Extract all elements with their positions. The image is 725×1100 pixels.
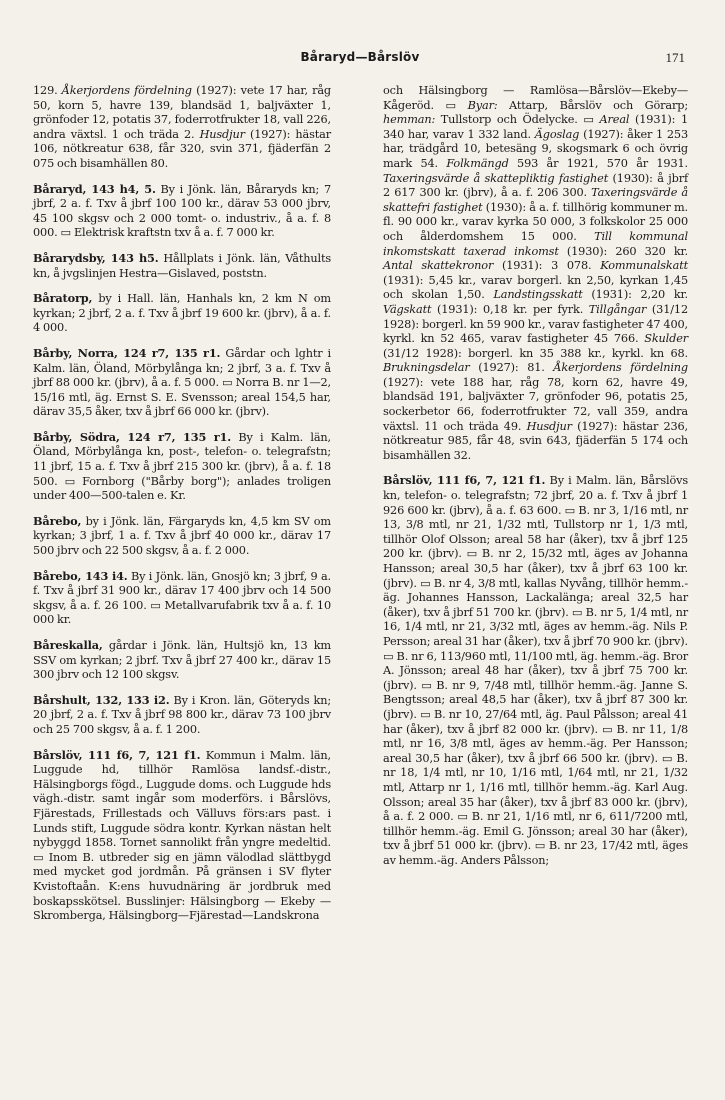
text-run: (1927): 81. [469,361,554,375]
text-run: 593 år 1921, 570 år 1931. [508,156,688,170]
entry-baraeryd [33,182,331,241]
entry-barslov-by [383,473,688,868]
text-run: Attarp, Bårslöv och Görarp; [497,98,688,112]
entry-body: Hållplats i Jönk. län, Våthults kn, å jvgslinjen Hestra—Gislaved, poststn. [33,251,331,280]
left-column [33,84,331,934]
entry-continuation-129 [33,84,331,172]
field-label: Folkmängd [446,156,509,170]
page-header [35,50,685,70]
field-label: Vägskatt [383,302,432,316]
text-run: (1930): 260 320 kr. [558,244,688,258]
text-run: (1930): å a. f. tillhörig kommuner m. fl. 90 000 kr., varav kyrka 50 000, 3 folkskolor 25 000 och ålderdomshem 15 000. [383,200,688,243]
text-run: och Hälsingborg — Ramlösa—Bårslöv—Ekeby—Kågeröd. ▭ [383,84,688,112]
entry-body: Gårdar och lghtr i Kalm. län, Öland, Mörbylånga kn; 2 jbrf, 3 a. f. Txv å jbrf 88 000 kr. (jbrv), å a. f. 5 000. ▭ Norra B. nr 1—2, 15/16 mtl, äg. Ernst S. E. Svensson; areal 154,5 har, därav 35,5 åker, txv å jbrf 66 000 kr. (jbrv). [33,346,332,419]
entry-headword: Bårshult, 132, 133 i2. [33,692,170,707]
entry-body: By i Jönk. län, Båraryds kn; 7 jbrf, 2 a. f. Txv å jbrf 100 100 kr., därav 53 000 jbrv, 45 100 skgsv och 2 000 tomt- o. industriv., å a. f. 8 000. ▭ Elektrisk kraftstn txv å a. f. 7 000 kr. [33,182,331,240]
entry-headword: Bårslöv, 111 f6, 7, 121 f1. [383,473,546,488]
entry-barebo-143 [33,569,331,628]
entry-bararydsby [33,251,331,281]
field-label: Till kommunal inkomstskatt taxerad inkomst [383,229,688,258]
entry-body: By i Jönk. län, Gnosjö kn; 3 jbrf, 9 a. f. Txv å jbrf 31 900 kr., därav 17 400 jbrv och 14 500 skgsv, å a. f. 26 100. ▭ Metallvarufabrik txv å a. f. 10 000 kr. [33,569,331,627]
field-label: Antal skattekronor [383,259,494,273]
field-label: Taxeringsvärde å skattepliktig fastighet [383,171,609,185]
entry-headword: Båraryd, 143 h4, 5. [33,181,156,196]
text-run: (31/12 1928): borgerl. kn 59 900 kr., varav fastigheter 47 400, kyrkl. kn 52 465, varav fastigheter 45 766. [383,302,688,346]
text-run: Tullstorp och Ödelycke. ▭ [435,113,600,127]
field-label: Skulder [644,332,688,346]
entry-barebo [33,514,331,559]
field-label: Areal [599,113,630,127]
text-run: (1931): 2,20 kr. [582,288,688,302]
entry-body: By i Kron. län, Göteryds kn; 20 jbrf, 2 a. f. Txv å jbrf 98 800 kr., därav 73 100 jbrv och 25 700 skgsv, å a. f. 1 200. [33,693,331,736]
field-label: Husdjur [526,419,572,433]
text-run: (1927): vete 188 har, råg 78, korn 62, havre 49, blandsäd 191, baljväxter 7, grönfoder 96, potatis 25, sockerbetor 66, foderrotfrukter 72, vall 359, andra växtsl. 11 och träda 49. [383,375,688,433]
entry-baratorp [33,291,331,336]
right-column [383,84,688,878]
entry-body: gårdar i Jönk. län, Hultsjö kn, 13 km SSV om kyrkan; 2 jbrf. Txv å jbrf 27 400 kr., därav 15 300 jbrv och 12 100 skgsv. [33,639,331,682]
field-label: Landstingsskatt [493,288,583,302]
field-label: hemman: [383,113,436,127]
entry-barshult [33,693,331,738]
entry-headword: Bårarydsby, 143 h5. [33,250,159,265]
text-run: (1930): å jbrf 2 617 300 kr. (jbrv), å a. f. 206 300. [383,171,688,200]
field-label: Ägoslag [534,127,580,141]
text-run: (1927): åker 1 253 har, trädgård 10, betesäng 9, skogsmark 6 och övrig mark 54. [383,127,688,170]
text-run: (1931): 0,18 kr. per fyrk. [431,302,589,316]
text-run: (1931): 3 078. [493,259,601,273]
field-value: (1927): vete 17 har, råg 50, korn 5, havre 139, blandsäd 1, baljväxter 1, grönfoder 12, potatis 37, foderrotfrukter 18, vall 226, andra växtsl. 1 och träda 2. [33,84,331,141]
field-label: Åkerjordens fördelning [61,84,192,97]
entry-headword: Bårebo, [33,513,82,528]
entry-headword: Bårby, Södra, 124 r7, 135 r1. [33,429,232,444]
entry-body: By i Kalm. län, Öland, Mörbylånga kn, post-, telefon- o. telegrafstn; 11 jbrf, 15 a. f. Txv å jbrf 215 300 kr. (jbrv), å a. f. 18 500. ▭ Fornborg ("Bårby borg"); anlades troligen under 400—500-talen e. Kr. [33,430,331,503]
text-run: (1931): 5,45 kr., varav borgerl. kn 2,50, kyrkan 1,45 och skolan 1,50. [383,273,688,302]
field-label: Kommunalskatt [600,259,688,273]
entry-barslov-kommun-continued [383,84,688,463]
entry-barby-sodra [33,430,331,504]
text-run: (31/12 1928): borgerl. kn 35 388 kr., kyrkl. kn 68. [383,346,688,360]
field-label: Taxeringsvärde å skattefri fastighet [383,186,688,214]
entry-body: Kommun i Malm. län, Luggude hd, tillhör Ramlösa landsf.-distr., Hälsingborgs fögd., Luggude doms. och Luggude hds vägh.-distr. samt ingår som moderförs. i Bårslövs, Fjärestads, Frillestads och Välluvs förs:ars past. i Lunds stift, Luggude södra kontr. Kyrkan nästan helt nybyggd 1858. Tornet sannolikt från yngre medeltid. ▭ Inom B. utbreder sig en jämn välodlad slättbygd med mycket god jordmån. På gränsen i SV flyter Kvistoftaån. K:ens huvudnäring är jordbruk med boskapsskötsel. Busslinjer: Hälsingborg — Ekeby — Skromberga, Hälsingborg—Fjärestad—Landskrona [33,748,331,923]
entry-headword: Bårby, Norra, 124 r7, 135 r1. [33,345,221,360]
field-label: Tillgångar [588,302,647,316]
field-label: Husdjur [199,127,245,141]
item-number: 129. [33,84,58,97]
page-number: 171 [665,50,685,65]
entry-headword: Båratorp, [33,291,93,306]
field-label: Byar: [467,98,498,112]
entry-barby-norra [33,346,331,420]
entry-body: by i Jönk. län, Färgaryds kn, 4,5 km SV om kyrkan; 3 jbrf, 1 a. f. Txv å jbrf 40 000 kr., därav 17 500 jbrv och 22 500 skgsv, å a. f. 2 000. [33,514,331,558]
entry-bareskalla [33,638,331,683]
running-head: Båraryd—Bårslöv [300,50,420,64]
entry-barslov-kommun [33,748,331,924]
entry-headword: Båreskalla, [33,638,103,652]
entry-headword: Bårslöv, 111 f6, 7, 121 f1. [33,747,201,762]
text-run: (1931): 1 340 har, varav 1 332 land. [383,113,688,141]
field-value: (1927): hästar 106, nötkreatur 638, får 320, svin 371, fjäderfän 2 075 och bisamhällen 80. [33,127,331,170]
field-label: Åkerjordens fördelning [553,361,688,375]
entry-body: By i Malm. län, Bårslövs kn, telefon- o. telegrafstn; 72 jbrf, 20 a. f. Txv å jbrf 1 926 600 kr. (jbrv), å a. f. 63 600. ▭ B. nr 3, 1/16 mtl, nr 13, 3/8 mtl, nr 21, 1/32 mtl, Tullstorp nr 1, 1/3 mtl, tillhör Olof Olsson; areal 58 har (åker), txv å jbrf 125 200 kr. (jbrv). ▭ B. nr 2, 15/32 mtl, äges av Johanna Hansson; areal 30,5 har (åker), txv å jbrf 63 100 kr. (jbrv). ▭ B. nr 4, 3/8 mtl, kallas Nyvång, tillhör hemm.-äg. Johannes Hansson, Lackalänga; areal 32,5 har (åker), txv å jbrf 51 700 kr. (jbrv). ▭ B. nr 5, 1/4 mtl, nr 16, 1/4 mtl, nr 21, 3/32 mtl, äges av hemm.-äg. Nils P. Persson; areal 31 har (åker), txv å jbrf 70 900 kr. (jbrv). ▭ B. nr 6, 113/960 mtl, 11/100 mtl, äg. hemm.-äg. Bror A. Jönsson; areal 48 har (åker), txv å jbrf 75 700 kr. (jbrv). ▭ B. nr 9, 7/48 mtl, tillhör hemm.-äg. Janne S. Bengtsson; areal 48,5 har (åker), txv å jbrf 87 300 kr. (jbrv). ▭ B. nr 10, 27/64 mtl, äg. Paul Pålsson; areal 41 har (åker), txv å jbrf 82 000 kr. (jbrv). ▭ B. nr 11, 1/8 mtl, nr 16, 3/8 mtl, äges av hemm.-äg. Per Hansson; areal 30,5 har (åker), txv å jbrf 66 500 kr. (jbrv). ▭ B. nr 18, 1/4 mtl, nr 10, 1/16 mtl, 1/64 mtl, nr 21, 1/32 mtl, Attarp nr 1, 1/16 mtl, tillhör hemm.-äg. Karl Aug. Olsson; areal 35 har (åker), txv å jbrf 83 000 kr. (jbrv), å a. f. 2 000. ▭ B. nr 21, 1/16 mtl, nr 6, 611/7200 mtl, tillhör hemm.-äg. Emil G. Jönsson; areal 30 har (åker), txv å jbrf 51 000 kr. (jbrv). ▭ B. nr 23, 17/42 mtl, äges av hemm.-äg. Anders Pålsson; [383,474,688,867]
entry-body: by i Hall. län, Hanhals kn, 2 km N om kyrkan; 2 jbrf, 2 a. f. Txv å jbrf 19 600 kr. (jbrv), å a. f. 4 000. [33,292,331,335]
text-run: (1927): hästar 236, nötkreatur 985, får 48, svin 643, fjäderfän 5 174 och bisamhällen 32. [383,419,689,462]
entry-headword: Bårebo, 143 i4. [33,568,128,583]
field-label: Brukningsdelar [383,361,470,375]
